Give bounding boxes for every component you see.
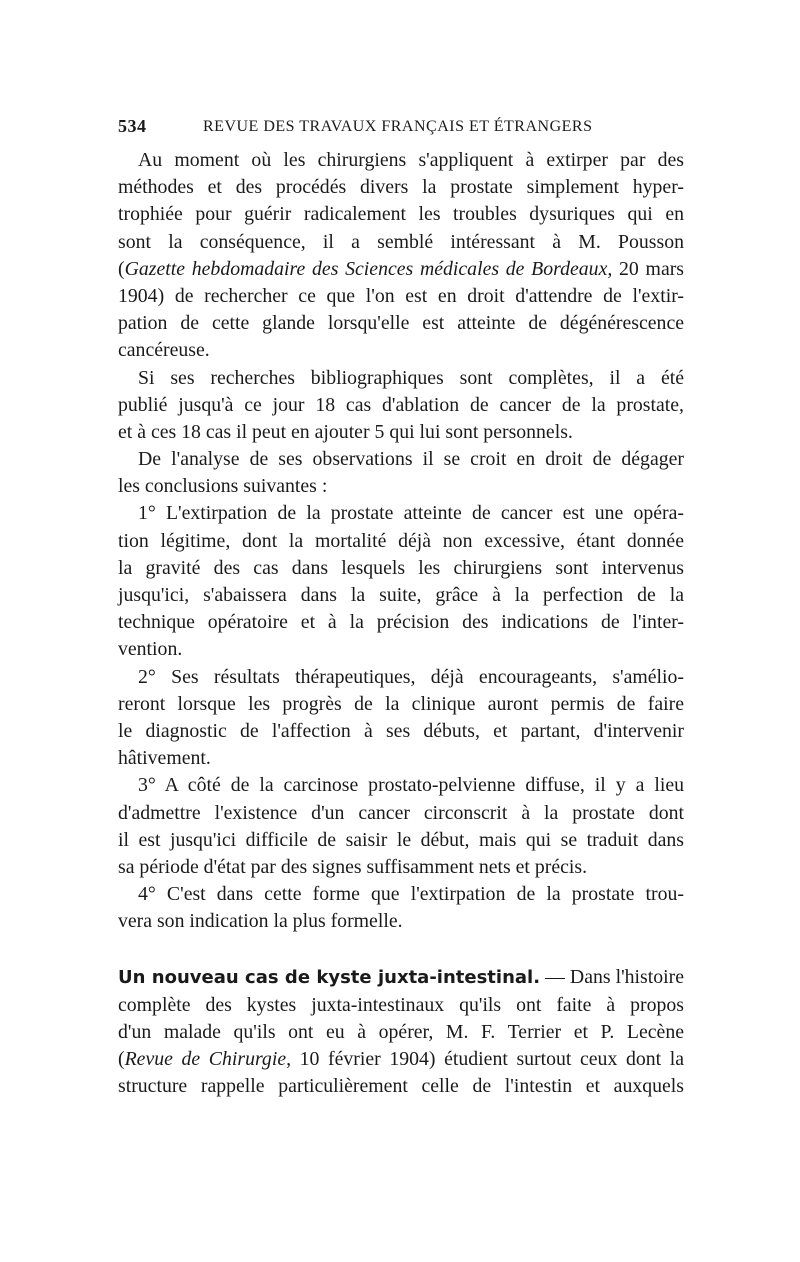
section-heading-line xyxy=(118,964,684,991)
text-line: 1904) de rechercher ce que l'on est en droit d'attendre de l'extir- xyxy=(118,284,684,307)
text-line: il est jusqu'ici difficile de saisir le début, mais qui se traduit dans xyxy=(118,828,684,851)
paren-open: ( xyxy=(118,1048,125,1070)
text-line: vera son indication la plus formelle. xyxy=(118,910,403,933)
text-line: méthodes et des procédés divers la prostate simplement hyper- xyxy=(118,176,684,199)
text-line: pation de cette glande lorsqu'elle est atteinte de dégénérescence xyxy=(118,312,684,335)
page-number: 534 xyxy=(118,116,147,136)
text-line: la gravité des cas dans lesquels les chirurgiens sont intervenus xyxy=(118,556,684,579)
text-line: structure rappelle particulièrement celle de l'intestin et auxquels xyxy=(118,1075,684,1098)
citation-rest: 10 février 1904) étudient surtout ceux dont la xyxy=(291,1048,685,1070)
citation-date: 20 mars xyxy=(612,257,685,280)
section-heading: Un nouveau cas de kyste juxta-intestinal. xyxy=(118,967,541,989)
journal-title: Gazette hebdomadaire des Sciences médicales de Bordeaux, xyxy=(124,257,613,280)
text-line: et à ces 18 cas il peut en ajouter 5 qui lui sont personnels. xyxy=(118,420,573,443)
text-line: sont la conséquence, il a semblé intéressant à M. Pousson xyxy=(118,230,684,253)
text-line: d'un malade qu'ils ont eu à opérer, M. F. Terrier et P. Lecène xyxy=(118,1020,684,1043)
running-title: REVUE DES TRAVAUX FRANÇAIS ET ÉTRANGERS xyxy=(203,118,593,135)
text-line: De l'analyse de ses observations il se croit en droit de dégager xyxy=(138,448,684,471)
text-line: le diagnostic de l'affection à ses débuts, et partant, d'intervenir xyxy=(118,719,684,742)
text-line: 4° C'est dans cette forme que l'extirpation de la prostate trou- xyxy=(138,883,684,906)
text-line: vention. xyxy=(118,638,183,661)
text-line: les conclusions suivantes : xyxy=(118,475,328,498)
text-line: Si ses recherches bibliographiques sont complètes, il a été xyxy=(138,366,684,389)
text-line: complète des kystes juxta-intestinaux qu'ils ont faite à propos xyxy=(118,993,684,1016)
text-line: hâtivement. xyxy=(118,747,211,770)
heading-continuation: — Dans l'histoire xyxy=(540,966,684,989)
text-line: cancéreuse. xyxy=(118,339,210,362)
article-body xyxy=(118,147,684,1100)
text-line: tion légitime, dont la mortalité déjà non excessive, étant donnée xyxy=(118,529,684,552)
text-line: technique opératoire et à la précision des indications de l'inter- xyxy=(118,611,684,634)
paren-open: ( xyxy=(118,257,125,280)
text-line: publié jusqu'à ce jour 18 cas d'ablation de cancer de la prostate, xyxy=(118,393,684,416)
text-line: 1° L'extirpation de la prostate atteinte de cancer est une opéra- xyxy=(138,502,684,525)
text-line: trophiée pour guérir radicalement les troubles dysuriques qui en xyxy=(118,203,684,226)
text-line: reront lorsque les progrès de la clinique auront permis de faire xyxy=(118,692,684,715)
journal-title: Revue de Chirurgie, xyxy=(124,1048,292,1070)
text-line: d'admettre l'existence d'un cancer circonscrit à la prostate dont xyxy=(118,801,684,824)
text-line: 2° Ses résultats thérapeutiques, déjà encourageants, s'amélio- xyxy=(138,665,684,688)
text-line: sa période d'état par des signes suffisamment nets et précis. xyxy=(118,855,588,878)
text-line: Au moment où les chirurgiens s'appliquent à extirper par des xyxy=(138,149,684,171)
running-header xyxy=(118,116,683,138)
text-line: jusqu'ici, s'abaissera dans la suite, grâce à la perfection de la xyxy=(118,584,684,606)
text-line-citation xyxy=(118,1046,684,1073)
text-line: 3° A côté de la carcinose prostato-pelvienne diffuse, il y a lieu xyxy=(138,774,684,797)
section-gap xyxy=(118,935,684,964)
text-line-citation xyxy=(118,256,684,283)
